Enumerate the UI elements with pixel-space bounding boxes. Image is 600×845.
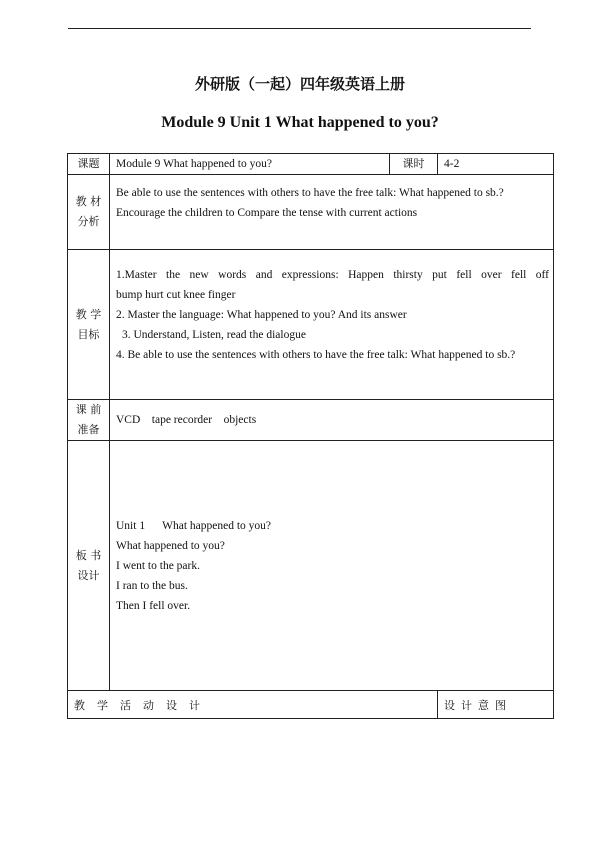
board-label-line2: 设计 [77, 568, 100, 582]
document-subtitle: Module 9 Unit 1 What happened to you? [161, 114, 439, 131]
analysis-label [68, 175, 110, 250]
board-row [68, 441, 554, 691]
board-line: I went to the park. [116, 559, 200, 572]
header-rule [68, 28, 531, 29]
preparation-label [68, 400, 110, 441]
analysis-content [110, 175, 554, 250]
goals-row [68, 250, 554, 400]
lesson-plan-table [67, 153, 554, 719]
footer-row [68, 691, 554, 719]
document-title: 外研版（一起）四年级英语上册 [194, 75, 405, 93]
goals-line: 4. Be able to use the sentences with others to have the free talk: What happened to sb.? [116, 349, 516, 361]
board-line: Unit 1 What happened to you? [116, 519, 272, 532]
board-line: What happened to you? [116, 539, 225, 552]
board-line: Then I fell over. [116, 599, 191, 612]
activity-design-header: 教学活动设计 [68, 691, 438, 719]
design-intent-header: 设计意图 [438, 691, 554, 719]
board-label-line1: 板 书 [75, 548, 102, 562]
topic-label: 课题 [68, 154, 110, 175]
board-line: I ran to the bus. [116, 579, 188, 592]
goals-line: bump hurt cut knee finger [116, 289, 236, 301]
period-label: 课时 [390, 154, 438, 175]
topic-row [68, 154, 554, 175]
preparation-label-line2: 准备 [77, 423, 100, 436]
goals-label [68, 250, 110, 400]
board-content [110, 441, 554, 691]
goals-line: 1.Master the new words and expressions: Happen thirsty put fell over fell off [116, 269, 549, 281]
goals-line: 3. Understand, Listen, read the dialogue [122, 329, 306, 341]
analysis-line: Encourage the children to Compare the tense with current actions [116, 207, 418, 219]
analysis-label-line1: 教 材 [75, 195, 102, 208]
preparation-content: VCD tape recorder objects [110, 400, 554, 441]
analysis-row [68, 175, 554, 250]
preparation-row [68, 400, 554, 441]
goals-label-line2: 目标 [77, 327, 100, 341]
goals-label-line1: 教 学 [75, 307, 102, 321]
analysis-line: Be able to use the sentences with others to have the free talk: What happened to sb.? [116, 187, 504, 199]
preparation-label-line1: 课 前 [75, 403, 102, 416]
goals-content [110, 250, 554, 400]
board-label [68, 441, 110, 691]
period-value: 4-2 [438, 154, 554, 175]
analysis-label-line2: 分析 [77, 215, 100, 228]
goals-line: 2. Master the language: What happened to you? And its answer [116, 309, 407, 321]
topic-value: Module 9 What happened to you? [110, 154, 390, 175]
